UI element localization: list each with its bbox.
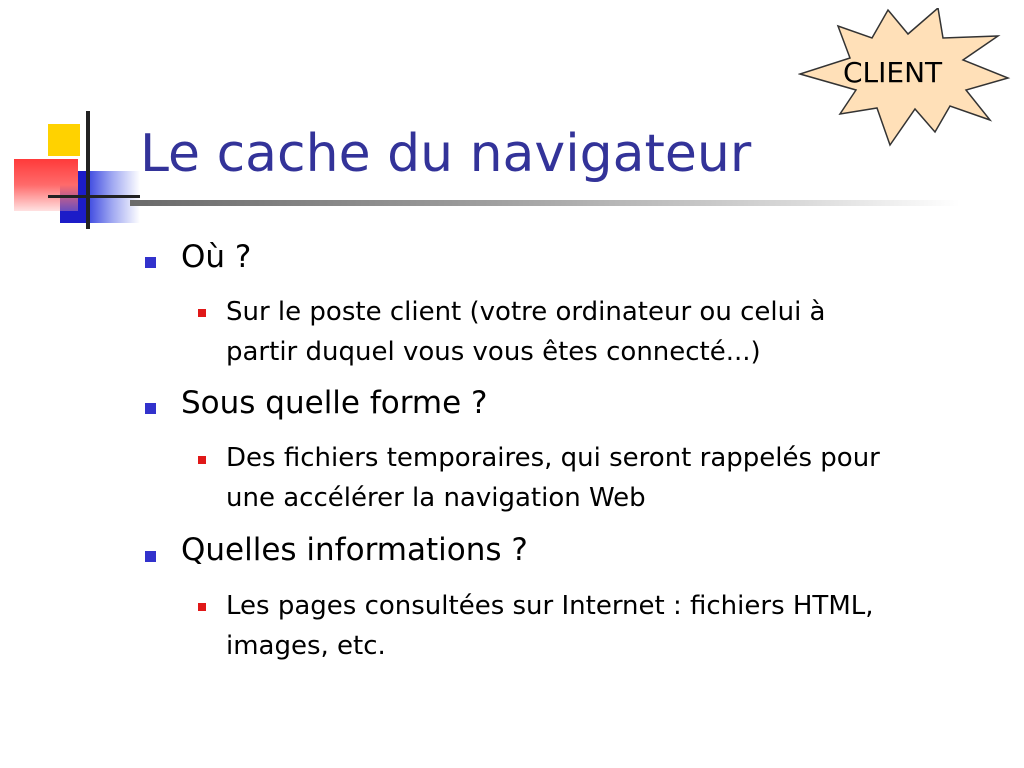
sub-bullet-line: Sur le poste client (votre ordinateur ou celui à bbox=[226, 297, 826, 327]
sub-bullet-marker bbox=[198, 603, 206, 611]
decor-yellow-square bbox=[48, 124, 80, 156]
bullet-info: Quelles informations ? bbox=[181, 532, 528, 568]
sub-bullet-marker bbox=[198, 309, 206, 317]
sub-bullet-line: images, etc. bbox=[226, 631, 386, 661]
sub-bullet-line: Des fichiers temporaires, qui seront rappelés pour bbox=[226, 443, 880, 473]
decor-red-square bbox=[14, 159, 78, 211]
sub-bullet-marker bbox=[198, 456, 206, 464]
sub-bullet-form bbox=[226, 438, 1006, 518]
bullet-form: Sous quelle forme ? bbox=[181, 385, 488, 421]
bullet-marker bbox=[145, 403, 156, 414]
decor-vertical-line bbox=[86, 111, 90, 229]
title-underline bbox=[130, 200, 960, 206]
bullet-marker bbox=[145, 257, 156, 268]
bullet-where: Où ? bbox=[181, 239, 252, 275]
sub-bullet-where bbox=[226, 292, 1006, 372]
sub-bullet-line: partir duquel vous vous êtes connecté...) bbox=[226, 337, 761, 367]
slide-title: Le cache du navigateur bbox=[140, 124, 752, 184]
sub-bullet-line: une accélérer la navigation Web bbox=[226, 483, 646, 513]
decor-horizontal-line bbox=[48, 195, 140, 198]
sub-bullet-info bbox=[226, 586, 1006, 666]
sub-bullet-line: Les pages consultées sur Internet : fichiers HTML, bbox=[226, 591, 874, 621]
bullet-marker bbox=[145, 551, 156, 562]
badge-label: CLIENT bbox=[843, 56, 943, 89]
